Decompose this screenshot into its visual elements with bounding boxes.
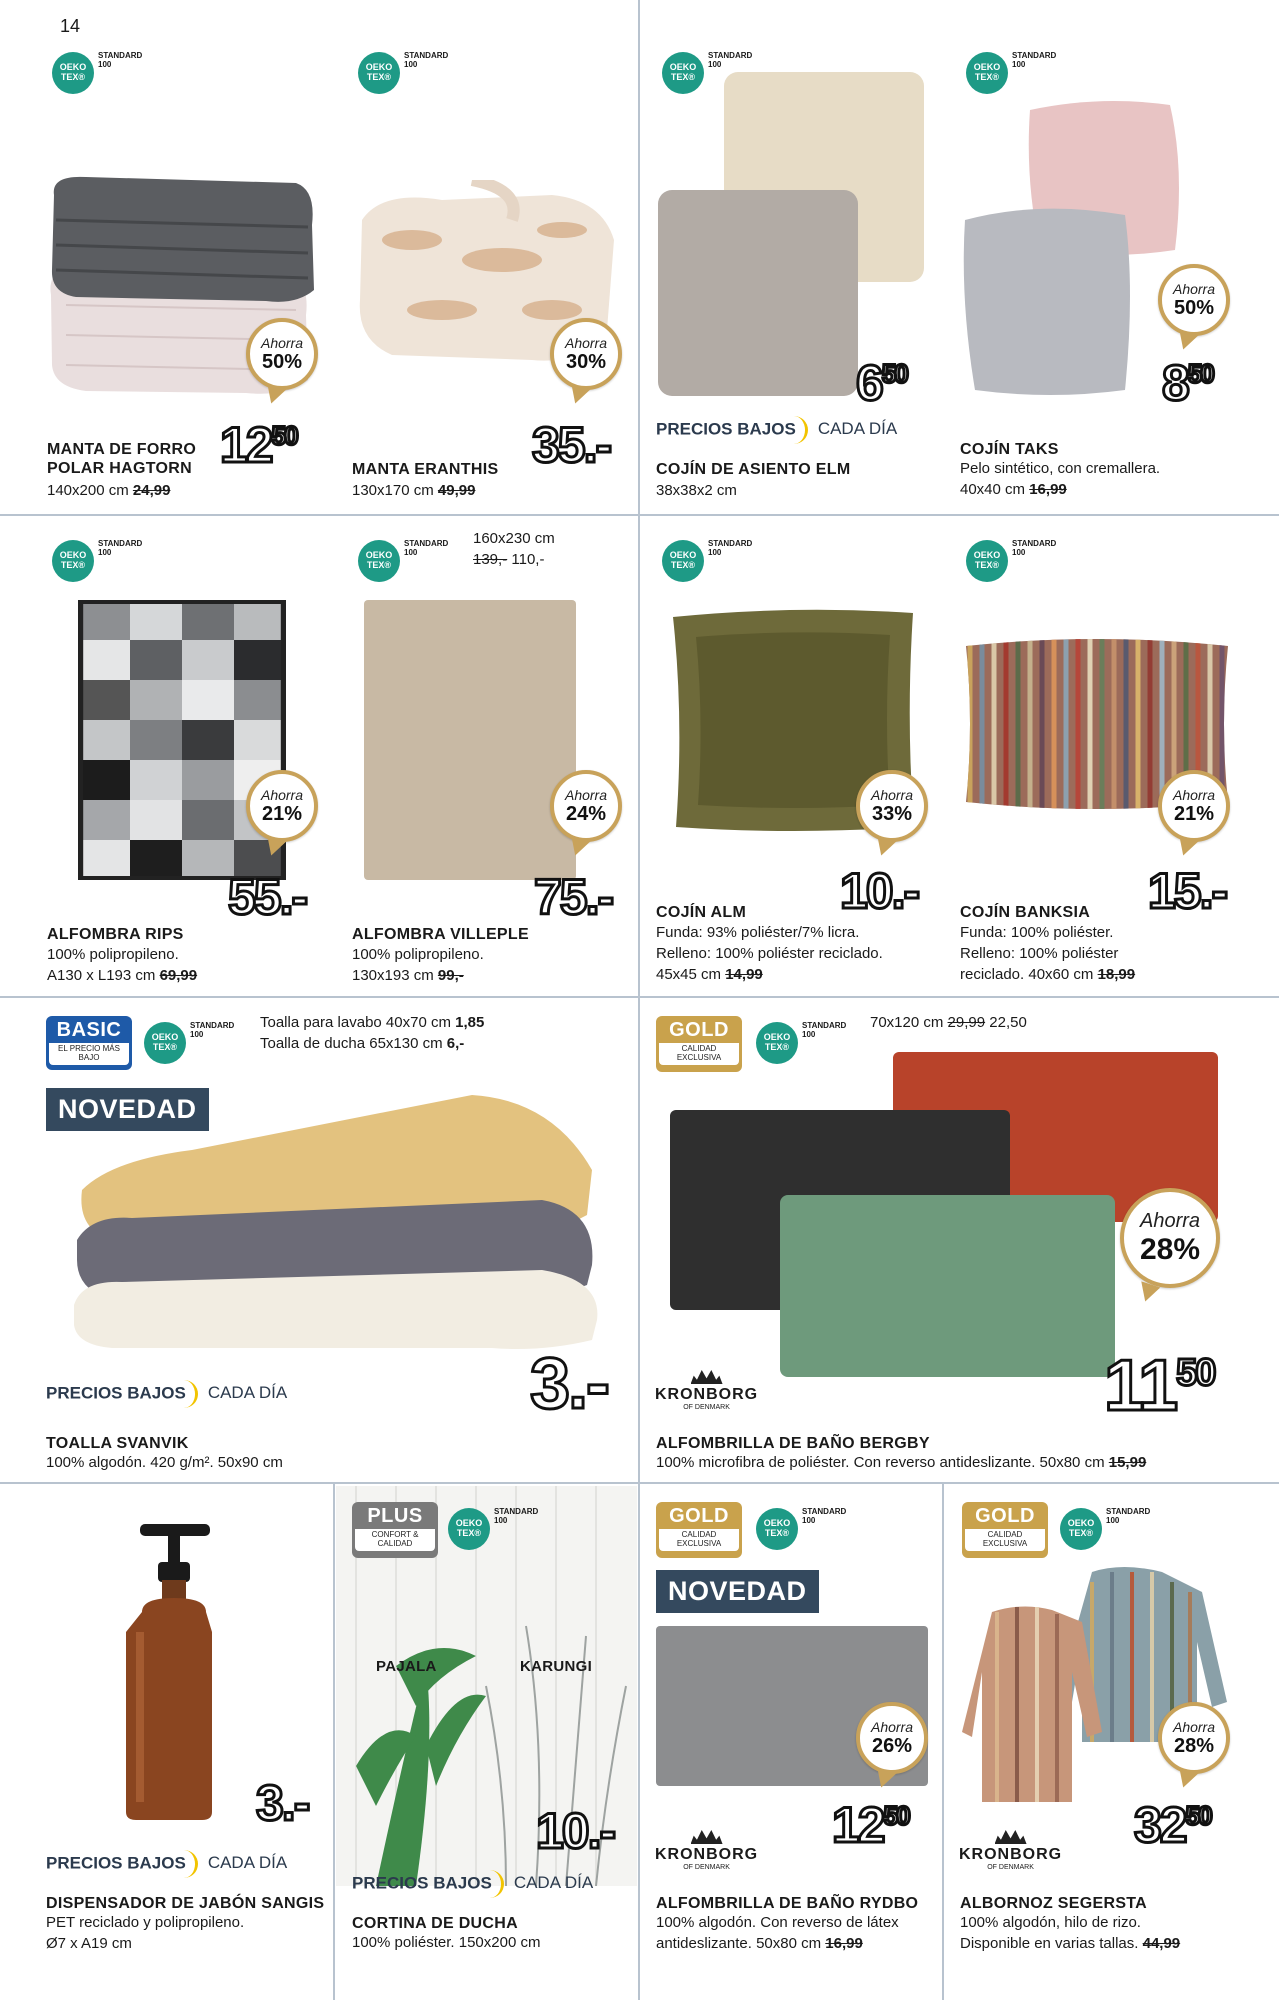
- oeko-tex-logo: OEKO TEX® STANDARD 100: [966, 52, 1056, 94]
- product-title: ALFOMBRILLA DE BAÑO RYDBO: [656, 1895, 919, 1912]
- product-desc: 100% polipropileno. 130x193 cm 99,-: [352, 946, 484, 984]
- product-title: COJÍN ALM: [656, 904, 747, 921]
- product-title: COJÍN TAKS: [960, 441, 1059, 458]
- savings-badge: Ahorra 30%: [550, 318, 622, 390]
- product-desc: 100% algodón. 420 g/m². 50x90 cm: [46, 1454, 283, 1471]
- product-title: ALFOMBRILLA DE BAÑO BERGBY: [656, 1435, 930, 1452]
- product-title: MANTA DE FORRO POLAR HAGTORN: [47, 441, 197, 478]
- product-title: MANTA ERANTHIS: [352, 461, 499, 478]
- product-desc: 100% algodón. Con reverso de látex antideslizante. 50x80 cm 16,99: [656, 1914, 899, 1952]
- price: $12^{50}$: [220, 417, 297, 473]
- price: 35.-: [532, 417, 611, 473]
- oeko-tex-logo: OEKO TEX® STANDARD 100: [662, 540, 752, 582]
- product-title: CORTINA DE DUCHA: [352, 1915, 518, 1932]
- product-desc: Pelo sintético, con cremallera. 40x40 cm 16,99: [960, 460, 1161, 498]
- soap-dispenser-image: [122, 1522, 242, 1822]
- kronborg-logo: KRONBORG OF DENMARK: [959, 1830, 1062, 1871]
- oeko-tex-logo: OEKO TEX® STANDARD 100: [52, 52, 142, 94]
- page-number: 14: [60, 16, 81, 36]
- product-desc: 100% poliéster. 150x200 cm: [352, 1934, 541, 1951]
- divider: [638, 514, 1279, 516]
- gold-badge: GOLD CALIDAD EXCLUSIVA: [962, 1502, 1048, 1558]
- price: $8^{50}$: [1162, 355, 1213, 411]
- price: 10.-: [840, 863, 919, 919]
- savings-badge: Ahorra 50%: [246, 318, 318, 390]
- gold-badge: GOLD CALIDAD EXCLUSIVA: [656, 1502, 742, 1558]
- oeko-tex-logo: OEKO TEX® STANDARD 100: [144, 1022, 234, 1064]
- oeko-tex-logo: OEKO TEX® STANDARD 100: [448, 1508, 538, 1550]
- towels-image: [72, 1090, 602, 1350]
- price: 3.-: [530, 1344, 609, 1424]
- divider: [0, 996, 638, 998]
- product-title: ALBORNOZ SEGERSTA: [960, 1895, 1148, 1912]
- divider: [942, 1484, 944, 2000]
- kronborg-logo: KRONBORG OF DENMARK: [655, 1370, 758, 1411]
- oeko-tex-logo: OEKO TEX® STANDARD 100: [966, 540, 1056, 582]
- product-desc: 100% algodón, hilo de rizo. Disponible en varias tallas. 44,99: [960, 1914, 1181, 1952]
- basic-badge: BASIC EL PRECIO MÁS BAJO: [46, 1016, 132, 1070]
- precios-bajos-logo: PRECIOS BAJOS CADA DÍA: [352, 1870, 593, 1898]
- product-desc: 140x200 cm 24,99: [47, 482, 171, 499]
- price: $6^{50}$: [856, 355, 907, 411]
- savings-badge: Ahorra 26%: [856, 1702, 928, 1774]
- divider: [638, 996, 1279, 998]
- product-desc: Funda: 93% poliéster/7% licra. Relleno: 100% poliéster reciclado. 45x45 cm 14,99: [656, 924, 883, 983]
- precios-bajos-logo: PRECIOS BAJOS CADA DÍA: [46, 1850, 287, 1878]
- novedad-label: NOVEDAD: [46, 1088, 209, 1131]
- price: $11^{50}$: [1104, 1346, 1215, 1426]
- product-title: DISPENSADOR DE JABÓN SANGIS: [46, 1895, 325, 1912]
- size-note: Toalla para lavabo 40x70 cm 1,85 Toalla de ducha 65x130 cm 6,-: [260, 1014, 485, 1052]
- savings-badge: Ahorra 50%: [1158, 264, 1230, 336]
- savings-badge: Ahorra 28%: [1158, 1702, 1230, 1774]
- oeko-tex-logo: OEKO TEX® STANDARD 100: [662, 52, 752, 94]
- rug-image: [78, 600, 286, 880]
- precios-bajos-logo: PRECIOS BAJOS CADA DÍA: [46, 1380, 287, 1408]
- product-title: COJÍN BANKSIA: [960, 904, 1091, 921]
- price: 15.-: [1148, 863, 1227, 919]
- precios-bajos-logo: PRECIOS BAJOS CADA DÍA: [656, 416, 897, 444]
- kronborg-logo: KRONBORG OF DENMARK: [655, 1830, 758, 1871]
- pajala-label: PAJALA: [376, 1658, 437, 1675]
- gold-badge: GOLD CALIDAD EXCLUSIVA: [656, 1016, 742, 1072]
- seat-cushion-image: [656, 70, 936, 400]
- oeko-tex-logo: OEKO TEX® STANDARD 100: [756, 1022, 846, 1064]
- oeko-tex-logo: OEKO TEX® STANDARD 100: [756, 1508, 846, 1550]
- product-desc: 100% microfibra de poliéster. Con reverso antideslizante. 50x80 cm 15,99: [656, 1454, 1147, 1471]
- product-desc: Funda: 100% poliéster. Relleno: 100% poliéster reciclado. 40x60 cm 18,99: [960, 924, 1136, 983]
- price: $12^{50}$: [832, 1797, 909, 1853]
- oeko-tex-logo: OEKO TEX® STANDARD 100: [52, 540, 142, 582]
- divider: [0, 514, 638, 516]
- product-title: COJÍN DE ASIENTO ELM: [656, 461, 851, 478]
- divider: [333, 1484, 335, 2000]
- savings-badge: Ahorra 33%: [856, 770, 928, 842]
- oeko-tex-logo: OEKO TEX® STANDARD 100: [1060, 1508, 1150, 1550]
- product-title: TOALLA SVANVIK: [46, 1435, 189, 1452]
- product-desc: 38x38x2 cm: [656, 482, 737, 499]
- product-desc: 100% polipropileno. A130 x L193 cm 69,99: [47, 946, 198, 984]
- size-note: 70x120 cm 29,99 22,50: [870, 1014, 1027, 1031]
- plus-badge: PLUS CONFORT & CALIDAD: [352, 1502, 438, 1558]
- divider: [0, 1482, 1279, 1484]
- savings-badge: Ahorra 28%: [1120, 1188, 1220, 1288]
- price: 3.-: [256, 1775, 309, 1831]
- product-title: ALFOMBRA VILLEPLE: [352, 926, 529, 943]
- karungi-label: KARUNGI: [520, 1658, 593, 1675]
- savings-badge: Ahorra 24%: [550, 770, 622, 842]
- savings-badge: Ahorra 21%: [1158, 770, 1230, 842]
- savings-badge: Ahorra 21%: [246, 770, 318, 842]
- divider: [638, 0, 640, 2000]
- price: 10.-: [536, 1803, 615, 1859]
- rug-image: [364, 600, 576, 880]
- price: $32^{50}$: [1134, 1797, 1211, 1853]
- product-desc: 130x170 cm 49,99: [352, 482, 476, 499]
- size-note: 160x230 cm 139,- 110,-: [473, 530, 555, 568]
- price: 55.-: [228, 869, 307, 925]
- oeko-tex-logo: OEKO TEX® STANDARD 100: [358, 540, 448, 582]
- product-title: ALFOMBRA RIPS: [47, 926, 184, 943]
- oeko-tex-logo: OEKO TEX® STANDARD 100: [358, 52, 448, 94]
- novedad-label: NOVEDAD: [656, 1570, 819, 1613]
- product-desc: PET reciclado y polipropileno. Ø7 x A19 cm: [46, 1914, 245, 1952]
- price: 75.-: [534, 869, 613, 925]
